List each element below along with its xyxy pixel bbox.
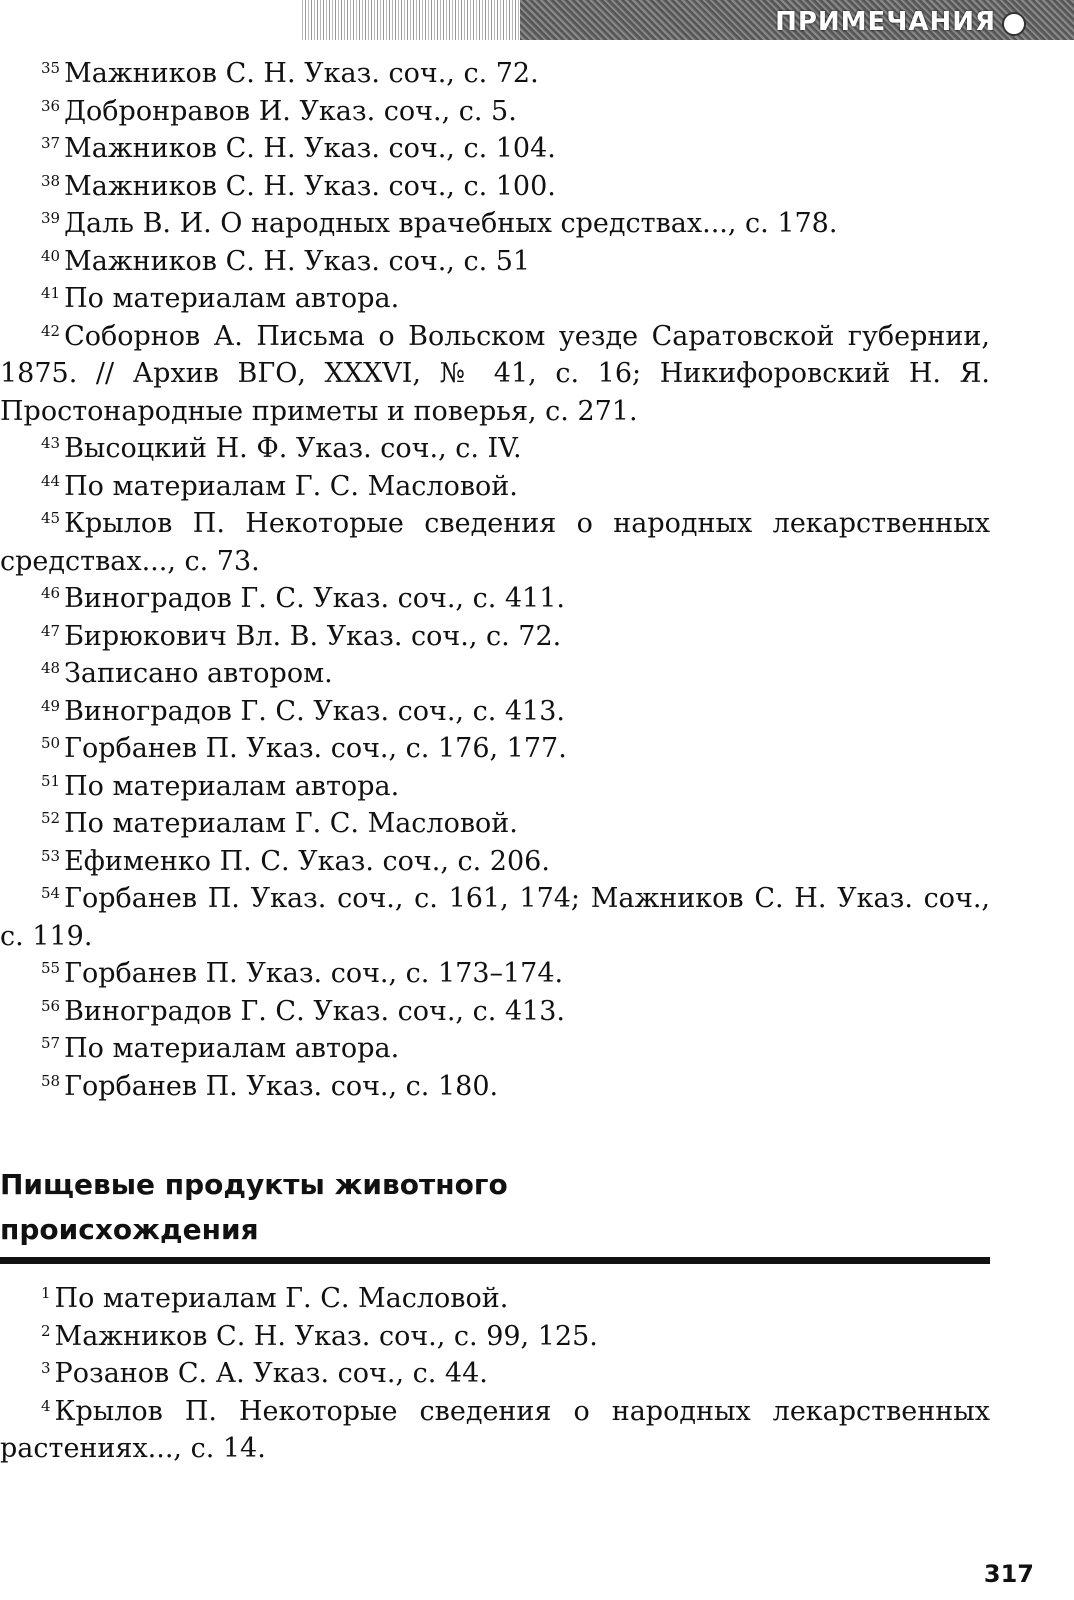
page-number: 317 [983,1560,1034,1588]
footnote-number: 2 [41,1321,51,1340]
notes-list-1 [0,55,990,1105]
footnote [0,205,990,243]
section-divider [0,1257,990,1264]
footnote-number: 4 [41,1396,51,1415]
footnote-text: Розанов С. А. Указ. соч., с. 44. [54,1358,488,1389]
footnote [0,1030,990,1068]
section-heading-line-1: Пищевые продукты животного [0,1168,508,1201]
footnote-text: Крылов П. Некоторые сведения о народных лекарственных средствах..., с. 73. [0,508,990,577]
footnote-number: 56 [41,996,61,1015]
footnote-text: Высоцкий Н. Ф. Указ. соч., с. IV. [64,433,522,464]
footnote-text: Добронравов И. Указ. соч., с. 5. [64,95,517,127]
footnote-text: Мажников С. Н. Указ. соч., с. 104. [64,133,556,164]
footnote-number: 42 [41,321,61,340]
footnote-text: Мажников С. Н. Указ. соч., с. 72. [64,58,539,89]
header-circle-icon [1002,12,1026,36]
footnote [0,430,990,468]
footnote-text: По материалам автора. [64,1033,400,1064]
footnote-text: По материалам Г. С. Масловой. [64,470,518,502]
footnote-number: 3 [41,1359,51,1377]
footnote [0,1393,990,1468]
footnote-number: 36 [41,96,61,115]
footnote [0,505,990,580]
notes-list-2 [0,1280,990,1468]
footnote [0,880,990,955]
footnote-number: 43 [41,434,61,452]
footnote-text: Записано автором. [64,658,333,689]
footnote [0,1068,990,1106]
footnote-number: 58 [41,1071,61,1090]
footnote [0,93,990,131]
footnote-text: Крылов П. Некоторые сведения о народных лекарственных растениях..., с. 14. [0,1395,990,1464]
running-header-title: ПРИМЕЧАНИЯ [775,7,996,37]
footnote [0,168,990,206]
footnote-text: Виноградов Г. С. Указ. соч., с. 413. [64,695,565,727]
footnote-number: 1 [41,1284,51,1302]
footnote [0,618,990,656]
footnote-number: 57 [41,1034,61,1052]
footnote-number: 49 [41,696,61,715]
footnote [0,993,990,1031]
footnote [0,805,990,843]
footnote [0,955,990,993]
footnote [0,1318,990,1356]
footnote-text: Виноградов Г. С. Указ. соч., с. 411. [64,583,565,614]
footnote-number: 55 [41,959,61,977]
footnote-number: 46 [41,584,61,602]
footnote-text: По материалам Г. С. Масловой. [64,808,518,839]
footnote-text: Бирюкович Вл. В. Указ. соч., с. 72. [64,620,562,652]
footnote [0,655,990,693]
footnote-number: 44 [41,471,61,490]
footnote-text: Мажников С. Н. Указ. соч., с. 100. [64,170,556,202]
footnote-number: 35 [41,59,61,77]
footnote [0,243,990,281]
footnote-number: 45 [41,509,61,527]
footnote-number: 51 [41,771,61,790]
footnote-number: 50 [41,734,61,752]
footnote-text: Соборнов А. Письма о Вольском уезде Саратовской губернии, 1875. // Архив ВГО, XXXVI, № 41, с. 16; Никифоровский Н. Я. Простонародные приметы и поверья, с. 271. [0,320,990,427]
footnote [0,318,990,431]
footnote-number: 37 [41,134,61,152]
footnote-number: 53 [41,846,61,865]
footnote-number: 38 [41,171,61,190]
footnote-text: Горбанев П. Указ. соч., с. 180. [64,1070,499,1102]
footnote-text: По материалам Г. С. Масловой. [54,1283,509,1314]
footnote [0,843,990,881]
section-heading-line-2: происхождения [0,1213,259,1246]
footnote-number: 52 [41,809,61,827]
footnote-number: 48 [41,659,61,677]
footnote-text: Горбанев П. Указ. соч., с. 176, 177. [64,733,567,764]
footnote-number: 40 [41,246,61,265]
footnote [0,280,990,318]
footnote-number: 47 [41,621,61,640]
footnote-number: 39 [41,209,61,227]
footnote [0,55,990,93]
footnote-text: По материалам автора. [64,770,400,802]
footnote [0,730,990,768]
footnote [0,693,990,731]
footnote-text: По материалам автора. [64,283,400,314]
footnote [0,1280,990,1318]
footnote [0,768,990,806]
footnote-text: Виноградов Г. С. Указ. соч., с. 413. [64,995,565,1027]
footnote-number: 54 [41,884,61,902]
footnote-number: 41 [41,284,61,302]
footnote-text: Мажников С. Н. Указ. соч., с. 51 [64,245,531,277]
footnote-text: Горбанев П. Указ. соч., с. 161, 174; Мажников С. Н. Указ. соч., с. 119. [0,883,990,952]
section-heading [0,1162,990,1252]
footnote-text: Горбанев П. Указ. соч., с. 173–174. [64,958,564,989]
footnote-text: Ефименко П. С. Указ. соч., с. 206. [64,845,550,877]
footnote-text: Мажников С. Н. Указ. соч., с. 99, 125. [54,1320,598,1352]
footnote-text: Даль В. И. О народных врачебных средствах..., с. 178. [64,208,838,239]
footnote [0,130,990,168]
footnote [0,580,990,618]
footnote [0,468,990,506]
footnote [0,1355,990,1393]
